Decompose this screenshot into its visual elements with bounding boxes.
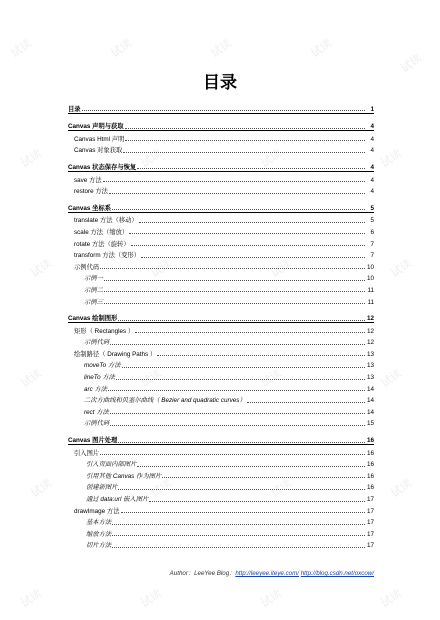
toc-leader-dots bbox=[129, 232, 365, 234]
watermark-text: 试读 bbox=[258, 146, 285, 171]
footer bbox=[0, 568, 374, 577]
toc-entry[interactable] bbox=[68, 457, 374, 469]
toc-leader-dots bbox=[123, 151, 365, 153]
toc-entry-page: 14 bbox=[366, 385, 374, 393]
toc-leader-dots bbox=[110, 343, 365, 345]
watermark-text: 试读 bbox=[138, 146, 165, 171]
toc-entry[interactable] bbox=[68, 131, 374, 143]
watermark-text: 试读 bbox=[308, 36, 335, 61]
toc-entry-page: 12 bbox=[366, 315, 374, 323]
toc-entry-label: 切片方法 bbox=[86, 542, 112, 550]
toc-entry[interactable] bbox=[68, 526, 374, 538]
toc-entry-page: 1 bbox=[370, 105, 374, 113]
toc-entry-page: 16 bbox=[366, 472, 374, 480]
watermark-text: 试读 bbox=[378, 146, 405, 171]
toc-entry-page: 16 bbox=[366, 461, 374, 469]
toc-entry-page: 5 bbox=[370, 204, 374, 212]
toc-entry-page: 16 bbox=[366, 437, 374, 445]
toc-leader-dots bbox=[162, 476, 365, 478]
toc-leader-dots bbox=[118, 319, 365, 321]
toc-entry-page: 10 bbox=[366, 263, 374, 271]
watermark-text: 试读 bbox=[8, 36, 35, 61]
toc-leader-dots bbox=[125, 139, 365, 141]
page-title: 目录 bbox=[203, 73, 237, 93]
toc-entry-page: 4 bbox=[370, 135, 374, 143]
toc-entry-label: lineTo 方法 bbox=[84, 374, 115, 382]
toc-leader-dots bbox=[121, 511, 366, 513]
toc-leader-dots bbox=[109, 192, 365, 194]
toc-leader-dots bbox=[149, 500, 365, 502]
toc-entry-page: 5 bbox=[370, 217, 374, 225]
toc-entry-label: 引入页面内部图片 bbox=[86, 461, 137, 469]
toc-leader-dots bbox=[131, 244, 365, 246]
toc-entry-page: 16 bbox=[366, 484, 374, 492]
toc-entry-page: 11 bbox=[367, 298, 374, 306]
footer-blog-link-1[interactable]: http://leeyee.iteye.com/ bbox=[235, 570, 299, 577]
toc-entry[interactable] bbox=[68, 236, 374, 248]
watermark-text: 试读 bbox=[378, 586, 405, 611]
toc-entry-page: 13 bbox=[366, 350, 374, 358]
toc-entry-label: 示例代码 bbox=[74, 263, 100, 271]
toc-entry-label: 引入图片 bbox=[74, 449, 100, 457]
watermark-text: 试读 bbox=[378, 366, 405, 391]
toc-entry-page: 4 bbox=[370, 123, 374, 131]
toc-entry[interactable] bbox=[68, 172, 374, 184]
toc-entry-label: 示例代码 bbox=[84, 420, 110, 428]
toc-entry-label: drawImage 方法 bbox=[74, 507, 120, 515]
toc-entry[interactable] bbox=[68, 101, 374, 114]
toc-entry[interactable] bbox=[68, 404, 374, 416]
toc-entry-label: 通过 data:url 嵌入图片 bbox=[86, 496, 149, 503]
toc-entry-label: moveTo 方法 bbox=[84, 362, 121, 370]
toc-entry[interactable] bbox=[68, 323, 374, 335]
toc-entry[interactable] bbox=[68, 200, 374, 213]
toc-entry[interactable] bbox=[68, 515, 374, 527]
toc-leader-dots bbox=[100, 453, 365, 455]
toc-leader-dots bbox=[141, 256, 365, 258]
footer-blog-link-2[interactable]: http://blog.csdn.net/oxcow/ bbox=[300, 570, 374, 577]
watermark-text: 试读 bbox=[388, 256, 415, 281]
toc-entry-page: 10 bbox=[366, 275, 374, 283]
toc-entry-label: Canvas 对象获取 bbox=[74, 147, 123, 155]
toc-entry[interactable] bbox=[68, 294, 374, 306]
toc-entry[interactable] bbox=[68, 311, 374, 324]
toc-entry-page: 7 bbox=[370, 252, 374, 260]
toc-entry[interactable] bbox=[68, 416, 374, 428]
toc-entry[interactable] bbox=[68, 248, 374, 260]
toc-leader-dots bbox=[110, 412, 365, 414]
watermark-text: 试读 bbox=[138, 586, 165, 611]
toc-entry-label: scale 方法（缩放） bbox=[74, 228, 129, 236]
toc-entry-page: 6 bbox=[370, 228, 374, 236]
toc-leader-dots bbox=[112, 534, 365, 536]
toc-entry-page: 12 bbox=[366, 327, 374, 335]
toc-entry-page: 4 bbox=[370, 147, 374, 155]
toc-entry-label: rect 方法 bbox=[84, 408, 109, 416]
toc-entry-label: translate 方法（移动） bbox=[74, 217, 138, 225]
toc-entry-label: 示例代码 bbox=[84, 339, 110, 347]
toc-entry-label: 矩形（ Rectangles ） bbox=[74, 327, 135, 335]
toc-entry-label: restore 方法 bbox=[74, 188, 108, 196]
toc-entry[interactable] bbox=[68, 184, 374, 196]
toc-entry-label: Canvas 坐标系 bbox=[68, 204, 112, 212]
watermark-text: 试读 bbox=[18, 366, 45, 391]
toc-entry-page: 16 bbox=[366, 449, 374, 457]
toc-entry-label: rotate 方法（旋转） bbox=[74, 240, 130, 248]
toc-entry[interactable] bbox=[68, 369, 374, 381]
toc-entry[interactable] bbox=[68, 213, 374, 225]
toc-entry-label: 创建新图片 bbox=[86, 484, 118, 492]
toc-entry[interactable] bbox=[68, 445, 374, 457]
toc-entry-label: Canvas 声明与获取 bbox=[68, 123, 124, 131]
toc-entry[interactable] bbox=[68, 282, 374, 294]
watermark-text: 试读 bbox=[268, 476, 295, 501]
watermark-text: 试读 bbox=[28, 476, 55, 501]
toc-entry-page: 17 bbox=[366, 496, 374, 503]
toc-entry-page: 13 bbox=[366, 362, 374, 370]
toc-entry-label: 引用其他 Canvas 作为图片 bbox=[86, 472, 162, 480]
toc-leader-dots bbox=[139, 221, 365, 223]
toc-entry-page: 12 bbox=[366, 339, 374, 347]
toc-entry[interactable] bbox=[68, 159, 374, 172]
watermark-text: 试读 bbox=[258, 366, 285, 391]
toc-leader-dots bbox=[112, 523, 365, 525]
toc-entry-label: 示例三 bbox=[84, 298, 103, 306]
toc-entry-page: 4 bbox=[370, 176, 374, 184]
watermark-text: 试读 bbox=[18, 146, 45, 171]
toc-leader-dots bbox=[104, 290, 365, 292]
toc-leader-dots bbox=[110, 424, 365, 426]
watermark-text: 试读 bbox=[148, 476, 175, 501]
toc-entry-page: 14 bbox=[366, 397, 374, 405]
toc-entry-label: transform 方法（变形） bbox=[74, 252, 141, 260]
toc-entry-label: 绘制路径（ Drawing Paths ） bbox=[74, 350, 157, 358]
table-of-contents bbox=[68, 101, 374, 549]
toc-entry-label: 基本方法 bbox=[86, 519, 112, 527]
toc-entry[interactable] bbox=[68, 271, 374, 283]
toc-entry[interactable] bbox=[68, 393, 374, 405]
toc-entry-label: Canvas 状态保存与恢复 bbox=[68, 163, 137, 171]
toc-entry[interactable] bbox=[68, 538, 374, 550]
toc-entry[interactable] bbox=[68, 143, 374, 155]
toc-leader-dots bbox=[112, 208, 365, 210]
toc-entry[interactable] bbox=[68, 491, 374, 503]
toc-entry-label: Canvas 图片处理 bbox=[68, 437, 118, 445]
toc-entry-page: 17 bbox=[366, 507, 374, 515]
toc-entry-page: 13 bbox=[366, 374, 374, 382]
toc-leader-dots bbox=[122, 366, 365, 368]
watermark-text: 试读 bbox=[388, 476, 415, 501]
toc-entry-label: 目录 bbox=[68, 105, 81, 113]
toc-leader-dots bbox=[247, 401, 365, 403]
toc-entry-label: 二次方曲线和贝塞尔曲线（ Bezier and quadratic curves） bbox=[84, 397, 246, 405]
footer-author: Author：LeeYee Blog： bbox=[169, 570, 236, 577]
toc-leader-dots bbox=[137, 167, 365, 169]
toc-leader-dots bbox=[118, 488, 365, 490]
toc-entry-page: 4 bbox=[370, 163, 374, 171]
toc-entry[interactable] bbox=[68, 480, 374, 492]
watermark-text: 试读 bbox=[398, 51, 425, 76]
toc-entry[interactable] bbox=[68, 503, 374, 515]
toc-entry-page: 4 bbox=[370, 188, 374, 196]
toc-entry-label: 缩放方法 bbox=[86, 530, 112, 538]
toc-leader-dots bbox=[135, 331, 365, 333]
toc-entry-page: 17 bbox=[366, 530, 374, 538]
toc-entry[interactable] bbox=[68, 468, 374, 480]
toc-leader-dots bbox=[125, 127, 365, 129]
toc-entry-page: 15 bbox=[366, 420, 374, 428]
toc-entry[interactable] bbox=[68, 358, 374, 370]
watermark-text: 试读 bbox=[208, 36, 235, 61]
toc-entry-page: 17 bbox=[366, 519, 374, 527]
toc-leader-dots bbox=[137, 465, 365, 467]
toc-entry-page: 14 bbox=[366, 408, 374, 416]
toc-entry[interactable] bbox=[68, 224, 374, 236]
toc-entry-label: arc 方法 bbox=[84, 385, 108, 393]
toc-leader-dots bbox=[100, 267, 365, 269]
toc-leader-dots bbox=[108, 389, 365, 391]
watermark-text: 试读 bbox=[258, 586, 285, 611]
toc-leader-dots bbox=[116, 378, 365, 380]
toc-leader-dots bbox=[118, 441, 365, 443]
toc-leader-dots bbox=[82, 109, 365, 111]
toc-entry[interactable] bbox=[68, 259, 374, 271]
toc-leader-dots bbox=[104, 302, 365, 304]
toc-leader-dots bbox=[157, 354, 365, 356]
toc-leader-dots bbox=[104, 279, 365, 281]
toc-leader-dots bbox=[112, 546, 365, 548]
toc-leader-dots bbox=[103, 180, 365, 182]
watermark-text: 试读 bbox=[108, 36, 135, 61]
toc-entry[interactable] bbox=[68, 335, 374, 347]
toc-entry[interactable] bbox=[68, 432, 374, 445]
toc-entry[interactable] bbox=[68, 346, 374, 358]
watermark-text: 试读 bbox=[148, 256, 175, 281]
toc-entry-label: 示例一 bbox=[84, 275, 103, 283]
toc-entry-label: Canvas 绘制图形 bbox=[68, 315, 118, 323]
watermark-text: 试读 bbox=[28, 256, 55, 281]
toc-entry[interactable] bbox=[68, 119, 374, 132]
watermark-text: 试读 bbox=[268, 256, 295, 281]
toc-entry-page: 7 bbox=[370, 240, 374, 248]
toc-entry-page: 11 bbox=[367, 286, 374, 294]
toc-entry-label: save 方法 bbox=[74, 176, 102, 184]
toc-entry-page: 17 bbox=[366, 542, 374, 550]
watermark-text: 试读 bbox=[18, 586, 45, 611]
toc-entry-label: 示例二 bbox=[84, 286, 103, 294]
toc-entry[interactable] bbox=[68, 381, 374, 393]
toc-entry-label: Canvas Html 声明 bbox=[74, 135, 125, 143]
watermark-text: 试读 bbox=[138, 366, 165, 391]
